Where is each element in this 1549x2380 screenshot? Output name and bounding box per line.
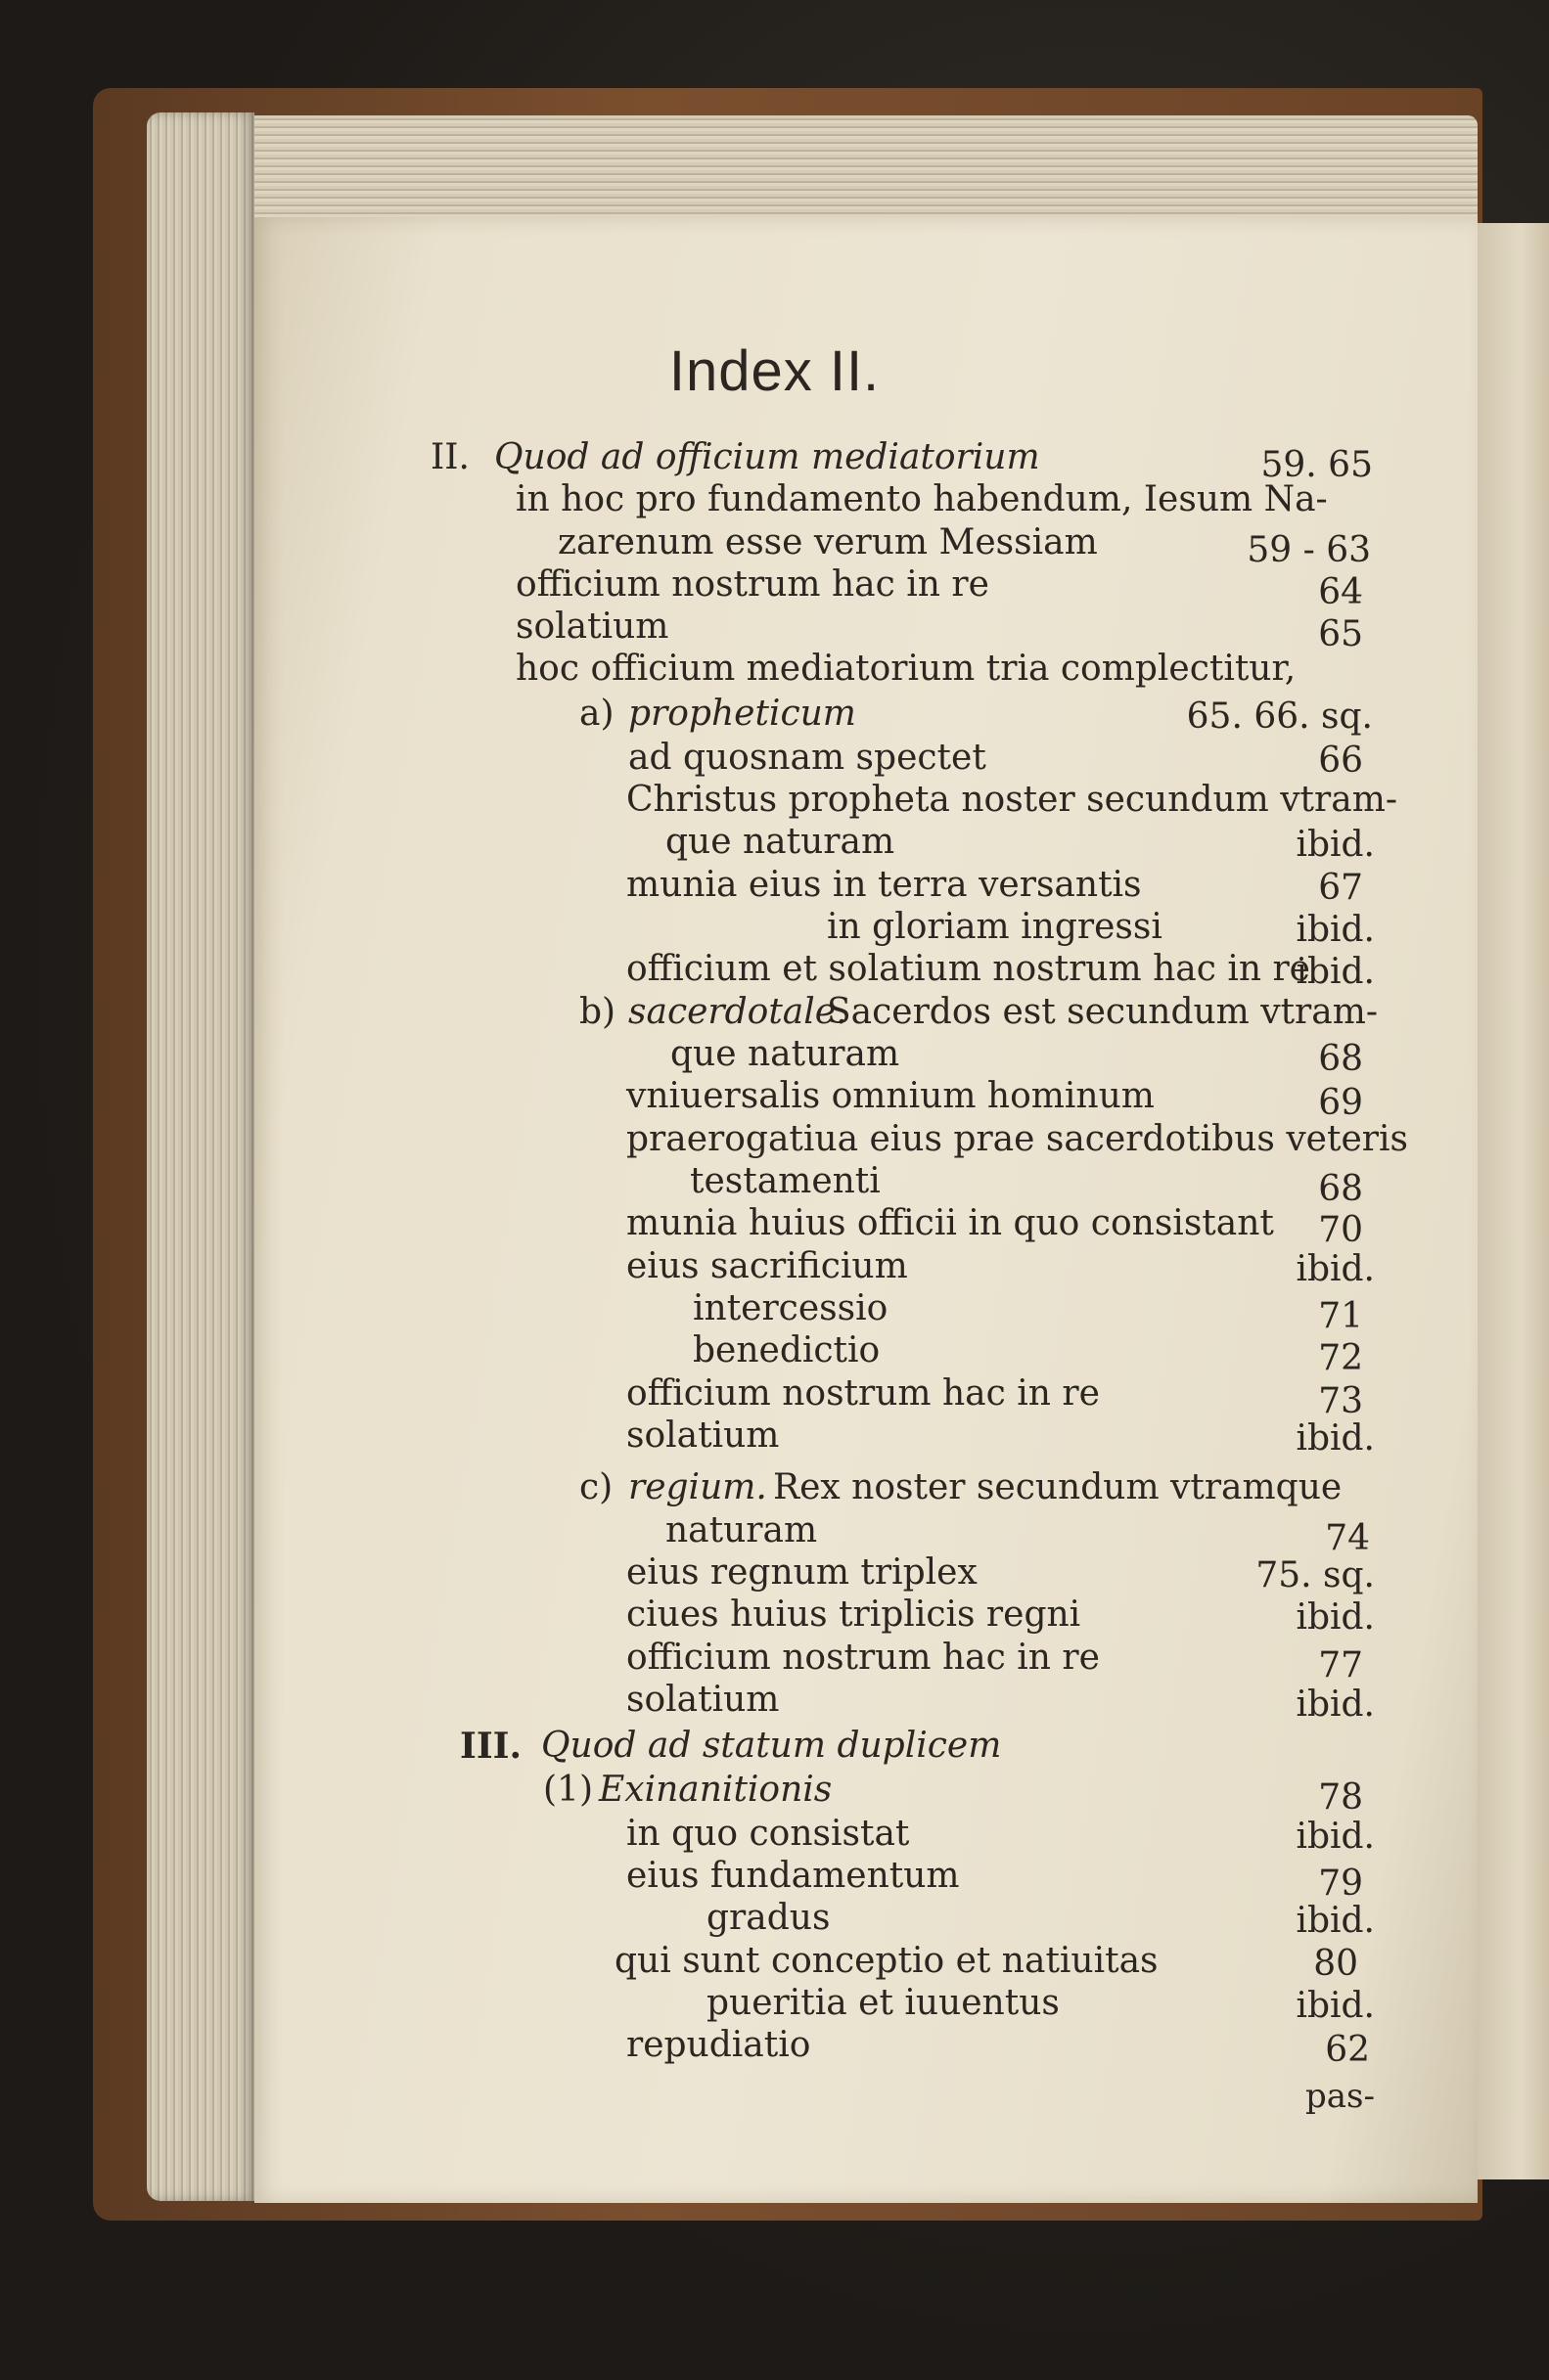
section-heading: Quod ad officium mediatorium bbox=[494, 437, 1040, 477]
index-entry: testamenti bbox=[690, 1161, 881, 1201]
page-ref: 67 bbox=[1318, 868, 1363, 908]
index-entry: praerogatiua eius prae sacerdotibus veteris bbox=[626, 1119, 1408, 1159]
subsection-heading: regium. bbox=[628, 1467, 767, 1507]
index-entry: vniuersalis omnium hominum bbox=[626, 1076, 1155, 1116]
index-entry: que naturam bbox=[665, 822, 895, 862]
subsection-heading: Exinanitionis bbox=[599, 1770, 833, 1810]
index-entry: intercessio bbox=[693, 1288, 888, 1328]
index-entry: solatium bbox=[516, 606, 669, 647]
index-entry: ad quosnam spectet bbox=[628, 738, 986, 778]
index-entry: Sacerdos est secundum vtram- bbox=[827, 992, 1379, 1032]
subsection-marker: a) bbox=[579, 694, 615, 734]
page-ref: 72 bbox=[1318, 1338, 1363, 1378]
index-entry: munia eius in terra versantis bbox=[626, 865, 1142, 905]
subsection-marker: (1) bbox=[543, 1770, 593, 1810]
page-ref: ibid. bbox=[1296, 1901, 1375, 1941]
index-entry: officium et solatium nostrum hac in re bbox=[626, 949, 1310, 989]
index-entry: eius sacrificium bbox=[626, 1246, 908, 1286]
index-entry: officium nostrum hac in re bbox=[626, 1638, 1100, 1678]
page-ref: ibid. bbox=[1296, 1684, 1375, 1725]
index-entry: Rex noster secundum vtramque bbox=[773, 1467, 1343, 1507]
page-ref: 68 bbox=[1318, 1169, 1363, 1209]
index-entry: munia huius officii in quo consistant bbox=[626, 1203, 1274, 1243]
index-entry: solatium bbox=[626, 1680, 780, 1720]
page-ref: ibid. bbox=[1296, 1817, 1375, 1857]
index-entry: eius fundamentum bbox=[626, 1856, 960, 1896]
index-entry: officium nostrum hac in re bbox=[516, 564, 989, 605]
index-entry: solatium bbox=[626, 1415, 780, 1456]
index-entry: pueritia et iuuentus bbox=[706, 1983, 1060, 2023]
page-ref: 73 bbox=[1318, 1381, 1363, 1421]
page-ref: 68 bbox=[1318, 1039, 1363, 1079]
subsection-heading: propheticum bbox=[628, 694, 856, 734]
page-ref: 65. 66. sq. bbox=[1186, 696, 1373, 737]
index-entry: benedictio bbox=[693, 1330, 881, 1370]
subsection-marker: c) bbox=[579, 1467, 614, 1507]
facing-page-edge bbox=[1473, 223, 1549, 2179]
section-heading: Quod ad statum duplicem bbox=[541, 1726, 1002, 1766]
index-entry: gradus bbox=[706, 1898, 831, 1938]
page-ref: 70 bbox=[1318, 1210, 1363, 1250]
index-entry: qui sunt conceptio et natiuitas bbox=[615, 1941, 1159, 1981]
book-page-edges bbox=[147, 112, 254, 2201]
page-ref: ibid. bbox=[1296, 952, 1375, 992]
index-entry: hoc officium mediatorium tria complectitur, bbox=[516, 649, 1297, 689]
section-number: II. bbox=[431, 437, 470, 477]
page-ref: 65 bbox=[1318, 614, 1363, 654]
index-entry: repudiatio bbox=[626, 2025, 811, 2065]
index-entry: in gloriam ingressi bbox=[827, 907, 1162, 947]
page-ref: 66 bbox=[1318, 741, 1363, 781]
page-ref: 59. 65 bbox=[1260, 445, 1373, 485]
page-ref: 78 bbox=[1318, 1777, 1363, 1818]
page-ref: 77 bbox=[1318, 1645, 1363, 1685]
page-ref: ibid. bbox=[1296, 1418, 1375, 1459]
index-entry: naturam bbox=[665, 1510, 818, 1550]
section-number: III. bbox=[460, 1726, 523, 1767]
page-ref: 62 bbox=[1325, 2030, 1370, 2070]
subsection-heading: sacerdotale. bbox=[628, 992, 847, 1032]
index-entry: in quo consistat bbox=[626, 1814, 910, 1854]
page-ref: 59 - 63 bbox=[1247, 530, 1371, 570]
page-ref: 80 bbox=[1313, 1944, 1358, 1984]
page-title: Index II. bbox=[668, 339, 881, 403]
page-ref: 69 bbox=[1318, 1083, 1363, 1123]
page-ref: 79 bbox=[1318, 1864, 1363, 1904]
index-entry: officium nostrum hac in re bbox=[626, 1373, 1100, 1414]
page-ref: ibid. bbox=[1296, 910, 1375, 950]
index-entry: que naturam bbox=[670, 1034, 900, 1074]
index-entry: eius regnum triplex bbox=[626, 1552, 978, 1593]
index-entry: zarenum esse verum Messiam bbox=[558, 522, 1098, 562]
index-entry: in hoc pro fundamento habendum, Iesum Na- bbox=[516, 479, 1328, 519]
index-entry: ciues huius triplicis regni bbox=[626, 1594, 1081, 1635]
page-ref: 64 bbox=[1318, 572, 1363, 612]
subsection-marker: b) bbox=[579, 992, 616, 1032]
page-ref: ibid. bbox=[1296, 825, 1375, 865]
page-ref: 75. sq. bbox=[1255, 1555, 1375, 1595]
page-ref: 74 bbox=[1325, 1518, 1370, 1558]
page-ref: ibid. bbox=[1296, 1986, 1375, 2026]
index-entry: Christus propheta noster secundum vtram- bbox=[626, 780, 1397, 820]
catchword: pas- bbox=[1305, 2077, 1375, 2116]
page-ref: 71 bbox=[1318, 1296, 1363, 1336]
book-top-edges bbox=[166, 115, 1478, 218]
page-ref: ibid. bbox=[1296, 1249, 1375, 1289]
page-ref: ibid. bbox=[1296, 1597, 1375, 1638]
